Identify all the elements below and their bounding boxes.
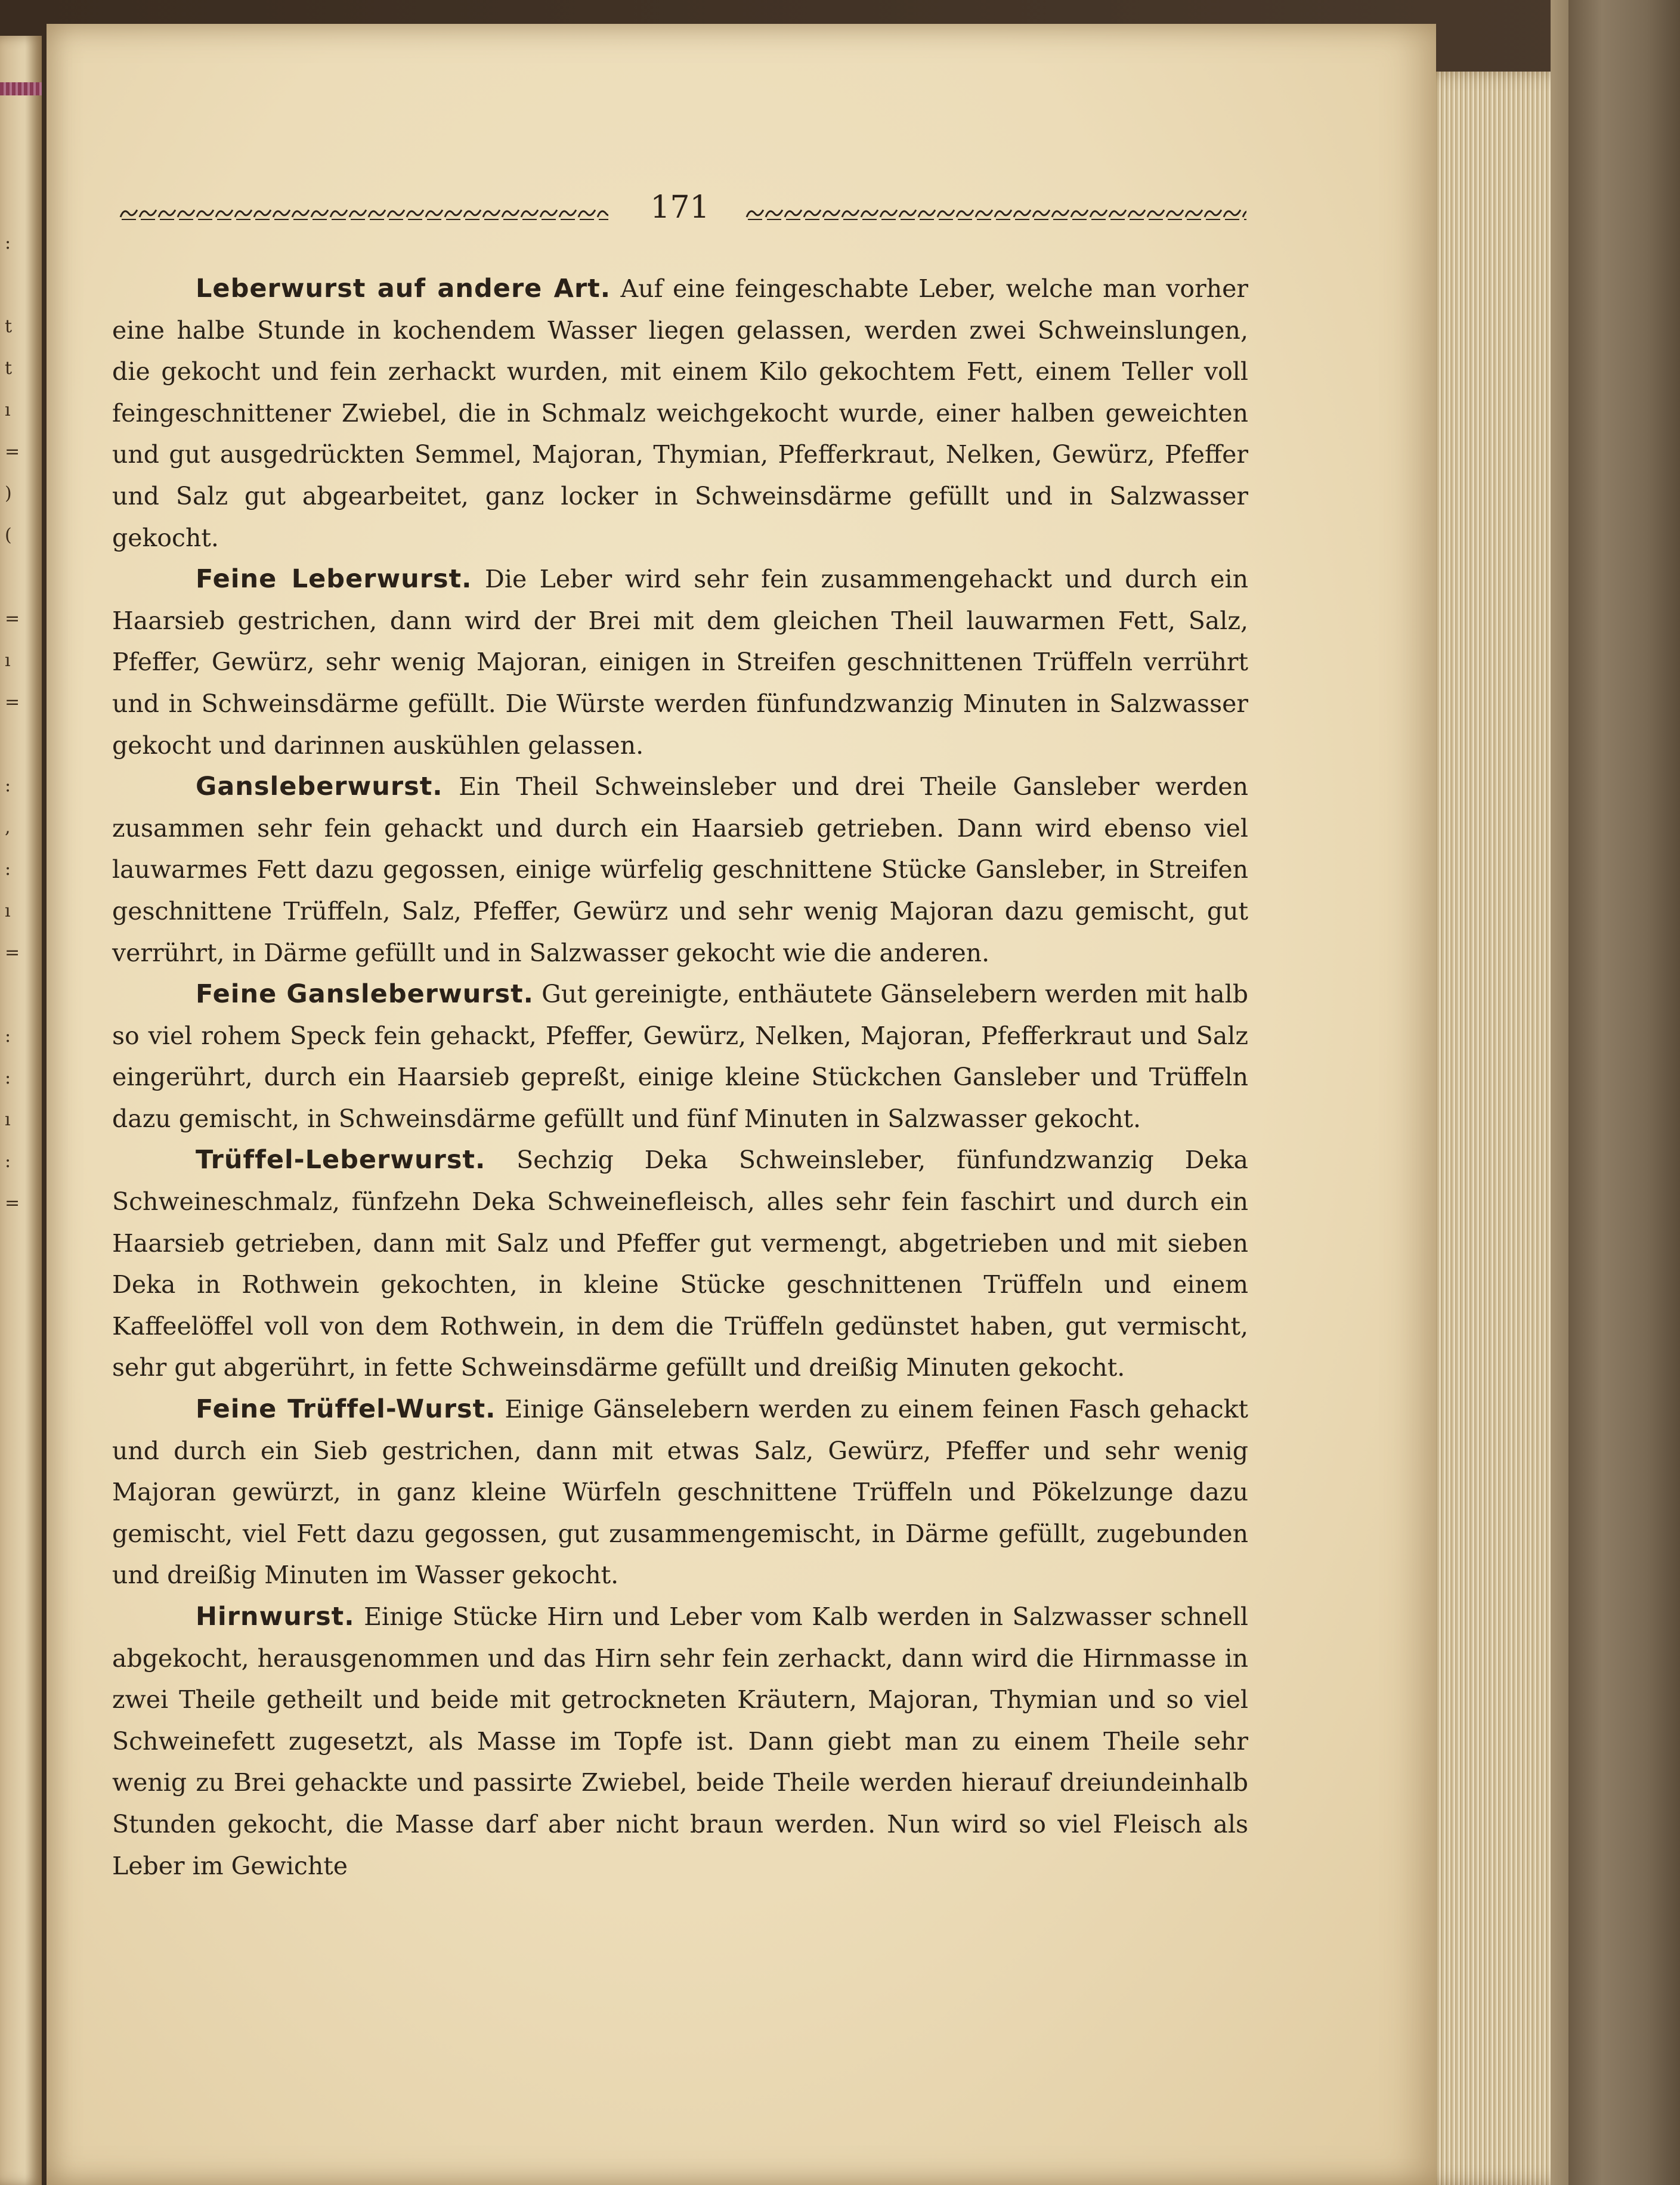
book-cover-edge (1568, 0, 1680, 2185)
recipe-paragraph (112, 559, 1248, 766)
recipe-paragraph (112, 1140, 1248, 1389)
recipe-title: Gansleberwurst. (196, 772, 443, 802)
bleed-mark: = (5, 1193, 20, 1214)
running-header (119, 190, 1246, 237)
bleed-mark: : (5, 1151, 11, 1172)
bleed-mark: ( (5, 525, 12, 546)
bleed-mark: : (5, 775, 11, 796)
bleed-mark: : (5, 233, 11, 253)
recipe-paragraph (112, 766, 1248, 974)
recipe-paragraph (112, 1596, 1248, 1887)
bookmark-ribbon (0, 82, 42, 95)
bleed-mark: = (5, 608, 20, 629)
bleed-mark: : (5, 1026, 11, 1047)
bleed-mark: ) (5, 483, 12, 504)
bleed-mark: ı (5, 900, 11, 921)
page-number: 171 (650, 190, 710, 225)
recipe-text: Sechzig Deka Schweinsleber, fünfundzwanzig Deka Schweineschmalz, fünfzehn Deka Schweinefleisch, alles sehr fein faschirt und durch ein Haarsieb getrieben, dann mit Salz und Pfeffer gut vermengt, abgetrieben und mit sieben Deka in Rothwein gekochten, in kleine Stücke geschnittenen Trüffeln und einem Kaffeelöffel voll von dem Rothwein, in dem die Trüffeln gedünstet haben, gut vermischt, sehr gut abgerührt, in fette Schweinsdärme gefüllt und dreißig Minuten gekocht. (112, 1146, 1248, 1382)
bleed-mark: = (5, 942, 20, 963)
recipe-title: Feine Leberwurst. (196, 564, 472, 595)
recipe-paragraph (112, 974, 1248, 1140)
bleed-mark: = (5, 692, 20, 713)
ornament-rule-left (119, 205, 608, 222)
ornament-rule-right (745, 205, 1246, 222)
bleed-mark: t (5, 358, 13, 379)
recipe-text: Einige Stücke Hirn und Leber vom Kalb werden in Salzwasser schnell abgekocht, herausgenommen und das Hirn sehr fein zerhackt, dann wird die Hirnmasse in zwei Theile getheilt und beide mit getrockneten Kräutern, Majoran, Thymian und so viel Schweinefett zugesetzt, als Masse im Topfe ist. Dann giebt man zu einem Theile sehr wenig zu Brei gehackte und passirte Zwiebel, beide Theile werden hierauf dreiundeinhalb Stunden gekocht, die Masse darf aber nicht braun werden. Nun wird so viel Fleisch als Leber im Gewichte (112, 1602, 1248, 1880)
page-stack-edge (1413, 72, 1568, 2185)
recipe-title: Feine Gansleberwurst. (196, 979, 534, 1010)
recipe-title: Trüffel-Leberwurst. (196, 1145, 486, 1175)
recipe-text: Gut gereinigte, enthäutete Gänselebern werden mit halb so viel rohem Speck fein gehackt, Pfeffer, Gewürz, Nelken, Majoran, Pfefferkraut und Salz eingerührt, durch ein Haarsieb gepreßt, einige kleine Stückchen Gansleber und Trüffeln dazu gemischt, in Schweinsdärme gefüllt und fünf Minuten in Salzwasser gekocht. (112, 980, 1248, 1133)
recipe-text: Die Leber wird sehr fein zusammengehackt und durch ein Haarsieb gestrichen, dann wird der Brei mit dem gleichen Theil lauwarmen Fett, Salz, Pfeffer, Gewürz, sehr wenig Majoran, einigen in Streifen geschnittenen Trüffeln verrührt und in Schweinsdärme gefüllt. Die Würste werden fünfundzwanzig Minuten in Salzwasser gekocht und darinnen auskühlen gelassen. (112, 565, 1248, 760)
bleed-mark: : (5, 859, 11, 880)
bleed-mark: , (5, 817, 11, 838)
recipe-title: Feine Trüffel-Wurst. (196, 1394, 496, 1425)
recipe-paragraph (112, 1389, 1248, 1596)
page-body (112, 268, 1248, 1887)
bleed-mark: t (5, 316, 13, 337)
recipe-text: Auf eine feingeschabte Leber, welche man vorher eine halbe Stunde in kochendem Wasser liegen gelassen, werden zwei Schweinslungen, die gekocht und fein zerhackt wurden, mit einem Kilo gekochtem Fett, einem Teller voll feingeschnittener Zwiebel, die in Schmalz weichgekocht wurde, einer halben geweichten und gut ausgedrückten Semmel, Majoran, Thymian, Pfefferkraut, Nelken, Gewürz, Pfeffer und Salz gut abgearbeitet, ganz locker in Schweinsdärme gefüllt und in Salzwasser gekocht. (112, 274, 1248, 552)
recipe-title: Leberwurst auf andere Art. (196, 274, 611, 304)
recipe-text: Ein Theil Schweinsleber und drei Theile Gansleber werden zusammen sehr fein gehackt und durch ein Haarsieb getrieben. Dann wird ebenso viel lauwarmes Fett dazu gegossen, einige würfelig geschnittene Stücke Gansleber, in Streifen geschnittene Trüffeln, Salz, Pfeffer, Gewürz und sehr wenig Majoran dazu gemischt, gut verrührt, in Därme gefüllt und in Salzwasser gekocht wie die anderen. (112, 772, 1248, 967)
bleed-mark: ı (5, 400, 11, 420)
recipe-text: Einige Gänselebern werden zu einem feinen Fasch gehackt und durch ein Sieb gestrichen, dann mit etwas Salz, Gewürz, Pfeffer und sehr wenig Majoran gewürzt, in ganz kleine Würfeln geschnittene Trüffeln und Pökelzunge dazu gemischt, viel Fett dazu gegossen, gut zusammengemischt, in Därme gefüllt, zugebunden und dreißig Minuten im Wasser gekocht. (112, 1395, 1248, 1590)
bleed-mark: ı (5, 650, 11, 671)
recipe-paragraph (112, 268, 1248, 559)
bleed-mark: = (5, 441, 20, 462)
bleed-mark: ı (5, 1109, 11, 1130)
facing-page-edge (0, 36, 42, 2185)
recipe-title: Hirnwurst. (196, 1602, 355, 1632)
bleed-mark: : (5, 1067, 11, 1088)
